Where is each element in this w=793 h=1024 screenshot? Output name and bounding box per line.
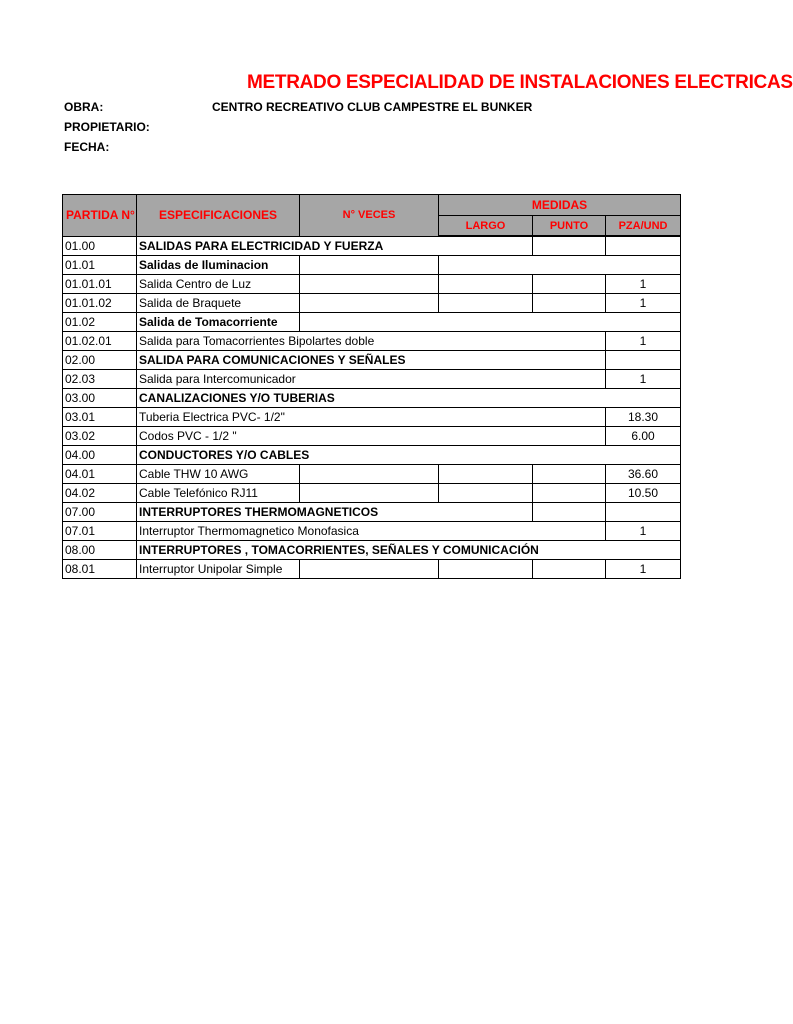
- row-code: 07.01: [63, 522, 137, 541]
- row-code: 03.00: [63, 389, 137, 408]
- row-value: 1: [606, 522, 681, 541]
- row-largo: [439, 465, 533, 484]
- row-largo: [439, 484, 533, 503]
- table-row: [63, 465, 681, 484]
- row-value: [606, 236, 681, 256]
- row-code: 04.00: [63, 446, 137, 465]
- header-especificaciones: ESPECIFICACIONES: [137, 195, 300, 237]
- row-code: 01.00: [63, 236, 137, 256]
- row-value: [300, 313, 681, 332]
- propietario-label: PROPIETARIO:: [64, 120, 150, 134]
- table-row: [63, 503, 681, 522]
- row-desc: Salida Centro de Luz: [137, 275, 300, 294]
- row-value: [606, 351, 681, 370]
- obra-value: CENTRO RECREATIVO CLUB CAMPESTRE EL BUNKER: [212, 100, 533, 114]
- header-largo: LARGO: [439, 216, 533, 237]
- row-code: 01.01.01: [63, 275, 137, 294]
- row-value: 1: [606, 332, 681, 351]
- row-desc: Tuberia Electrica PVC- 1/2": [137, 408, 606, 427]
- obra-label: OBRA:: [64, 100, 104, 114]
- row-value: [439, 256, 681, 275]
- row-punto: [533, 236, 606, 256]
- row-value: 1: [606, 294, 681, 313]
- row-punto: [533, 465, 606, 484]
- table-row: [63, 484, 681, 503]
- header-punto: PUNTO: [533, 216, 606, 237]
- row-punto: [533, 560, 606, 579]
- table-row: [63, 408, 681, 427]
- row-punto: [533, 484, 606, 503]
- row-largo: [439, 294, 533, 313]
- row-code: 07.00: [63, 503, 137, 522]
- row-punto: [533, 275, 606, 294]
- table-row: [63, 560, 681, 579]
- row-desc: Salida de Braquete: [137, 294, 300, 313]
- table-row: [63, 427, 681, 446]
- row-veces: [300, 294, 439, 313]
- header-pza: PZA/UND: [606, 216, 681, 237]
- document-title: METRADO ESPECIALIDAD DE INSTALACIONES ELECTRICAS: [247, 72, 793, 93]
- row-value: 18.30: [606, 408, 681, 427]
- row-code: 03.01: [63, 408, 137, 427]
- row-punto: [533, 503, 606, 522]
- row-desc: Salida para Intercomunicador: [137, 370, 606, 389]
- row-desc: Cable Telefónico RJ11: [137, 484, 300, 503]
- row-punto: [533, 294, 606, 313]
- row-value: 10.50: [606, 484, 681, 503]
- table-row: [63, 332, 681, 351]
- metrado-table: [62, 194, 681, 579]
- row-code: 02.00: [63, 351, 137, 370]
- row-veces: [300, 275, 439, 294]
- row-code: 01.01.02: [63, 294, 137, 313]
- row-desc: Salida de Tomacorriente: [137, 313, 300, 332]
- row-desc: Cable THW 10 AWG: [137, 465, 300, 484]
- row-code: 02.03: [63, 370, 137, 389]
- header-veces: N° VECES: [300, 195, 439, 237]
- table-row: [63, 541, 681, 560]
- row-veces: [300, 465, 439, 484]
- row-desc: Interruptor Thermomagnetico Monofasica: [137, 522, 606, 541]
- row-veces: [300, 484, 439, 503]
- table-row: [63, 370, 681, 389]
- row-desc: SALIDAS PARA ELECTRICIDAD Y FUERZA: [137, 236, 533, 256]
- table-row: [63, 313, 681, 332]
- row-largo: [439, 560, 533, 579]
- row-code: 01.01: [63, 256, 137, 275]
- row-code: 04.02: [63, 484, 137, 503]
- row-desc: Codos PVC - 1/2 ": [137, 427, 606, 446]
- row-value: 1: [606, 370, 681, 389]
- row-veces: [300, 560, 439, 579]
- row-code: 03.02: [63, 427, 137, 446]
- row-desc: CONDUCTORES Y/O CABLES: [137, 446, 681, 465]
- table-row: [63, 294, 681, 313]
- row-desc: Interruptor Unipolar Simple: [137, 560, 300, 579]
- table-row: [63, 446, 681, 465]
- row-value: 1: [606, 275, 681, 294]
- row-value: 6.00: [606, 427, 681, 446]
- row-code: 04.01: [63, 465, 137, 484]
- row-largo: [439, 275, 533, 294]
- row-code: 01.02.01: [63, 332, 137, 351]
- fecha-label: FECHA:: [64, 140, 110, 154]
- row-code: 08.00: [63, 541, 137, 560]
- table-row: [63, 275, 681, 294]
- header-partida: PARTIDA N°: [63, 195, 137, 237]
- table-row: [63, 389, 681, 408]
- row-desc: INTERRUPTORES , TOMACORRIENTES, SEÑALES Y COMUNICACIÓN: [137, 541, 681, 560]
- table-row: [63, 236, 681, 256]
- table-row: [63, 256, 681, 275]
- row-desc: Salida para Tomacorrientes Bipolartes doble: [137, 332, 606, 351]
- row-desc: Salidas de Iluminacion: [137, 256, 300, 275]
- row-desc: CANALIZACIONES Y/O TUBERIAS: [137, 389, 681, 408]
- row-value: [606, 503, 681, 522]
- row-desc: INTERRUPTORES THERMOMAGNETICOS: [137, 503, 533, 522]
- row-veces: [300, 256, 439, 275]
- header-medidas: MEDIDAS: [439, 195, 681, 216]
- table-row: [63, 351, 681, 370]
- row-value: 1: [606, 560, 681, 579]
- row-code: 01.02: [63, 313, 137, 332]
- row-code: 08.01: [63, 560, 137, 579]
- table-row: [63, 522, 681, 541]
- row-desc: SALIDA PARA COMUNICACIONES Y SEÑALES: [137, 351, 606, 370]
- row-value: 36.60: [606, 465, 681, 484]
